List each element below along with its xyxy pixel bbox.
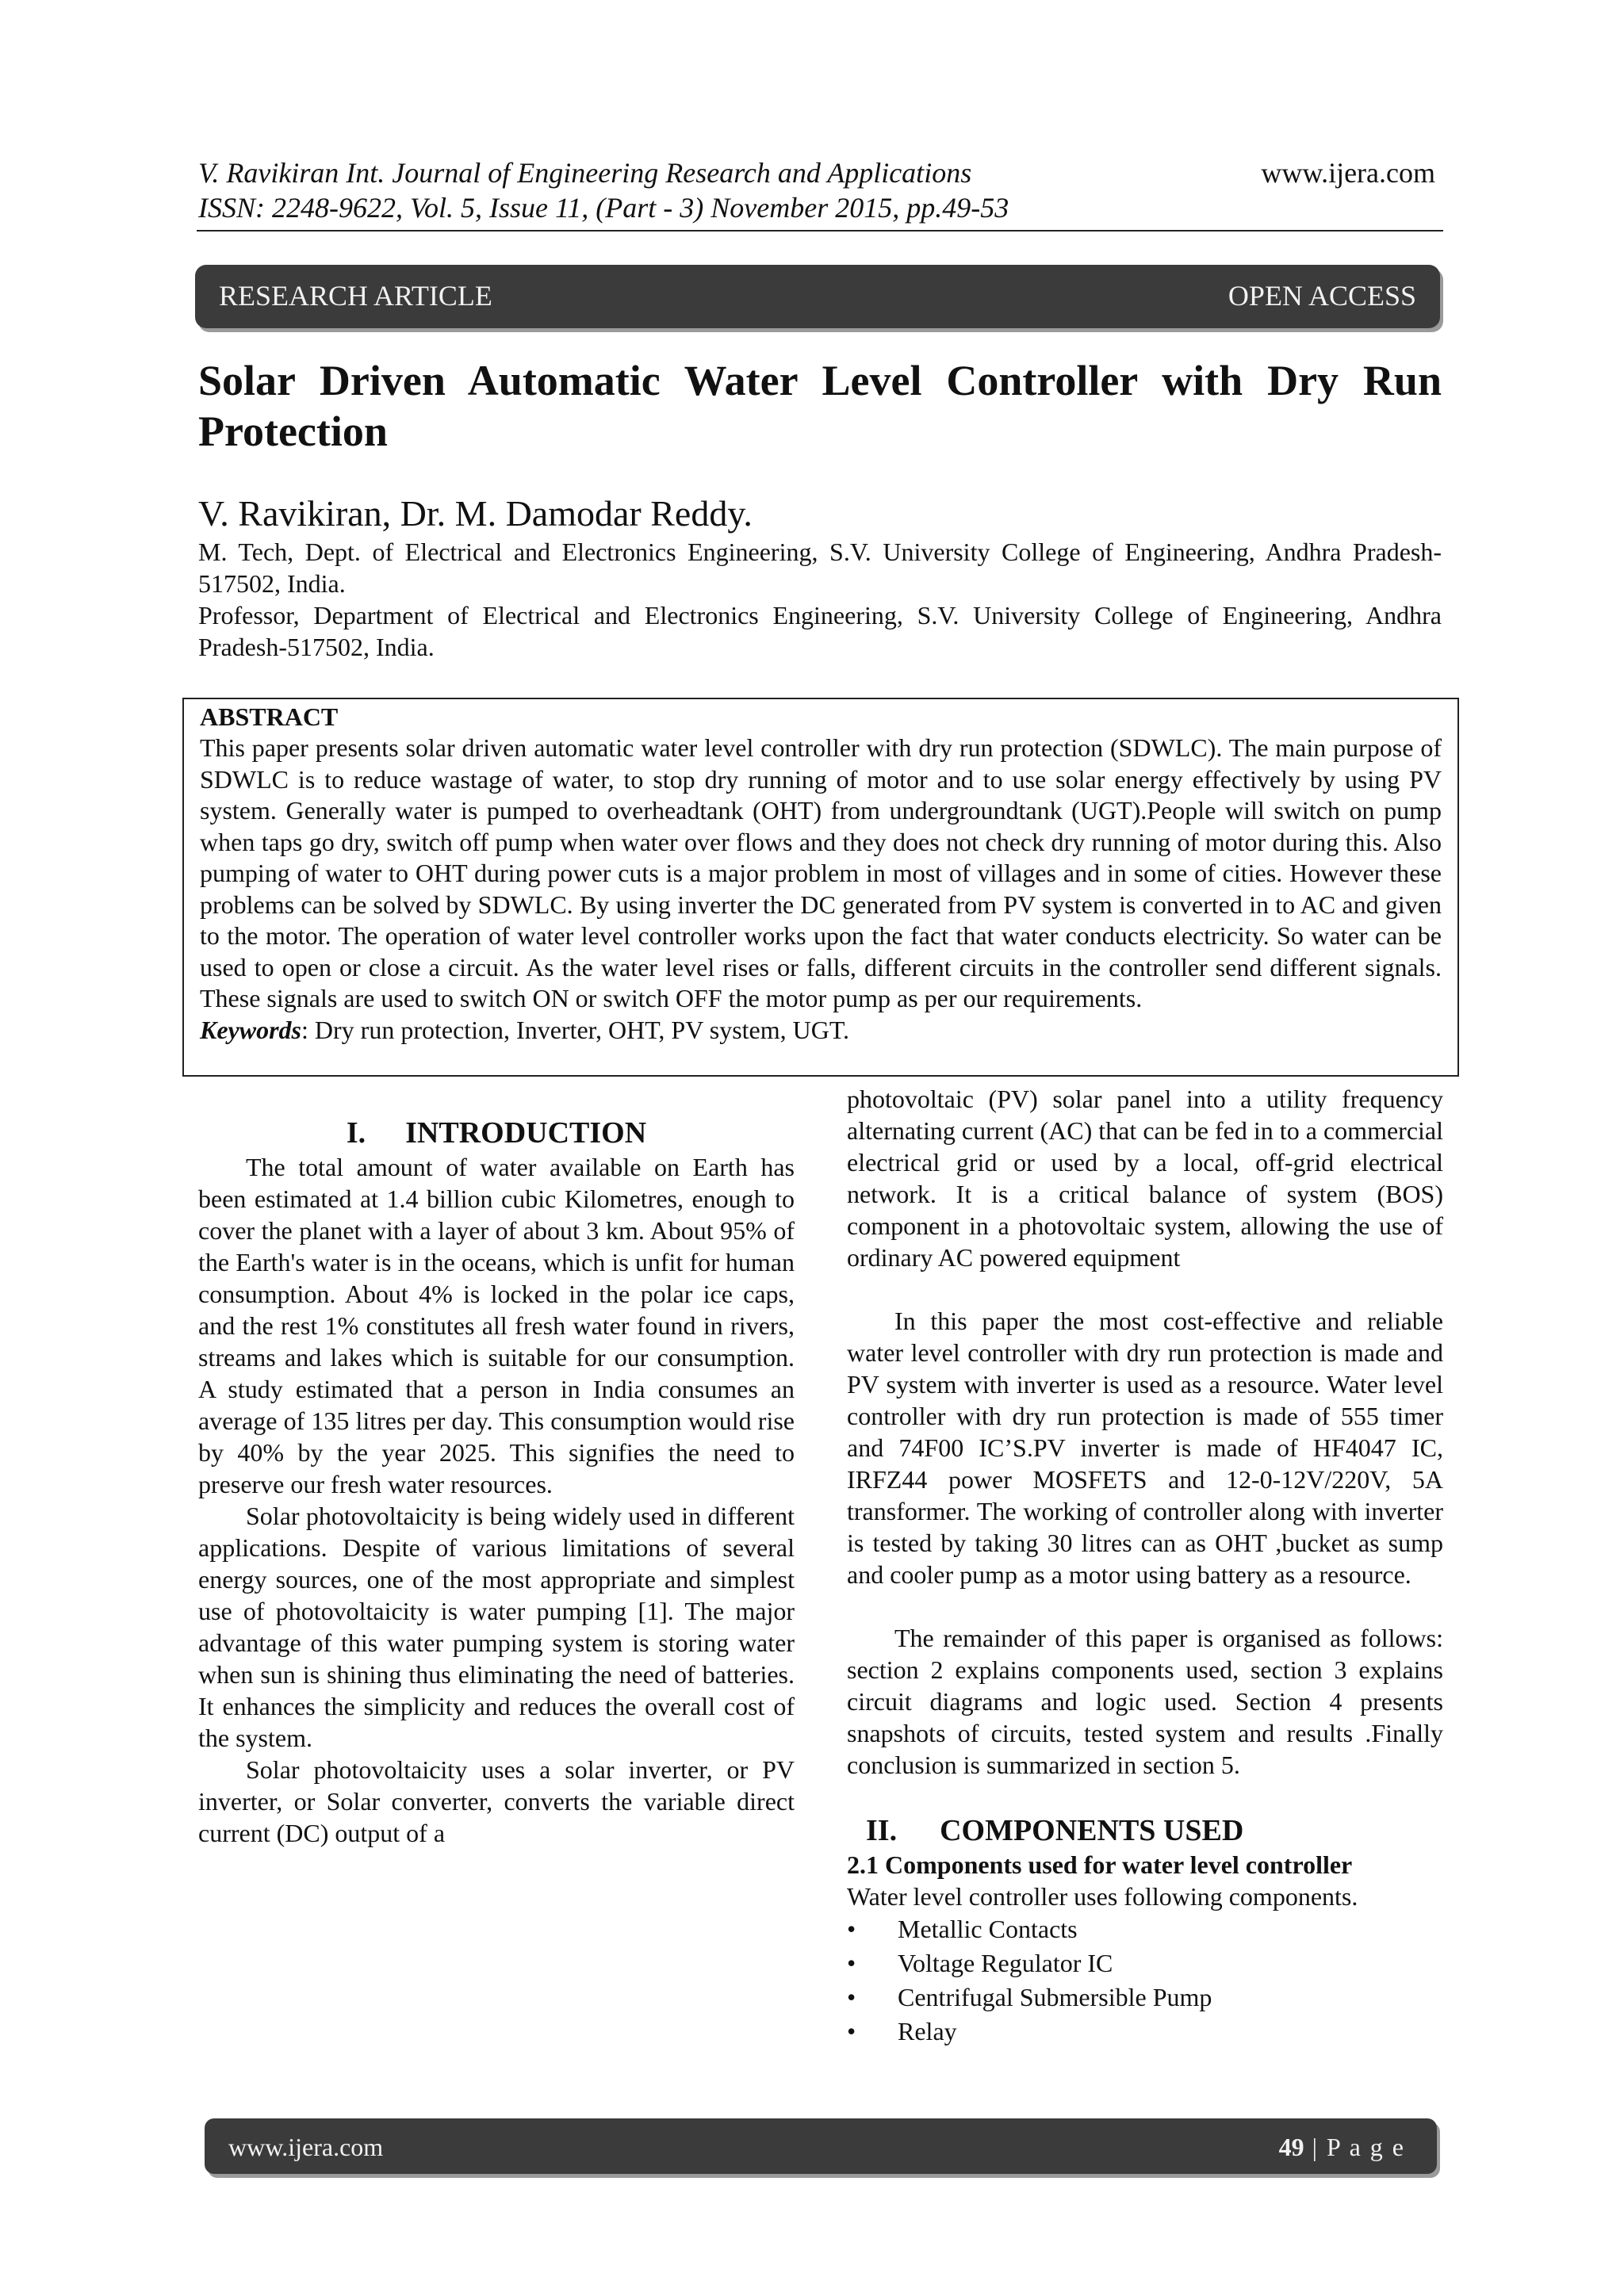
bullet-icon: •	[847, 1915, 856, 1943]
bullet-icon: •	[847, 1949, 856, 1977]
section-heading-components	[847, 1812, 1443, 1849]
list-item	[847, 1946, 1443, 1980]
journal-citation-line1: V. Ravikiran Int. Journal of Engineering Research and Applications	[198, 157, 972, 189]
bullet-icon: •	[847, 1983, 856, 2011]
list-item	[847, 2015, 1443, 2049]
intro-paragraph-5: The remainder of this paper is organised as follows: section 2 explains components used, section 3 explains circuit diagrams and logic used. Section 4 presents snapshots of circuits, tested system and results .Finally conclusion is summarized in section 5.	[847, 1624, 1443, 1779]
author-affiliation-2: Professor, Department of Electrical and Electronics Engineering, S.V. University College of Engineering, Andhra Pradesh-517502, India.	[198, 601, 1442, 661]
abstract-box	[182, 698, 1459, 1077]
page-number: 49	[1278, 2133, 1304, 2161]
intro-paragraph-3: Solar photovoltaicity uses a solar inverter, or PV inverter, or Solar converter, converts the variable direct current (DC) output of a	[198, 1755, 795, 1847]
page-footer	[205, 2118, 1437, 2174]
right-column	[847, 1083, 1443, 2049]
intro-paragraph-4: In this paper the most cost-effective and reliable water level controller with dry run protection is made and PV system with inverter is used as a resource. Water level controller with dry run protection is made of 555 timer and 74F00 IC’S.PV inverter is made of HF4047 IC, IRFZ44 power MOSFETS and 12-0-12V/220V, 5A transformer. The working of controller along with inverter is tested by taking 30 litres can as OHT ,bucket as sump and cooler pump as a motor using battery as a resource.	[847, 1307, 1443, 1589]
list-item	[847, 1912, 1443, 1946]
left-column	[198, 1115, 795, 1849]
footer-url[interactable]: www.ijera.com	[228, 2133, 384, 2161]
section-number: II.	[866, 1814, 898, 1847]
subsection-intro: Water level controller uses following components.	[847, 1882, 1358, 1911]
paragraph-gap	[847, 1781, 1443, 1812]
intro-paragraph-1: The total amount of water available on Earth has been estimated at 1.4 billion cubic Kilometres, enough to cover the planet with a layer of about 3 km. About 95% of the Earth's water is in the oceans, which is unfit for human consumption. About 4% is locked in the polar ice caps, and the rest 1% constitutes all fresh water found in rivers, streams and lakes which is suitable for our consumption. A study estimated that a person in India consumes an average of 135 litres per day. This consumption would rise by 40% by the year 2025. This signifies the need to preserve our fresh water resources.	[198, 1153, 795, 1498]
journal-citation-line2: ISSN: 2248-9622, Vol. 5, Issue 11, (Part - 3) November 2015, pp.49-53	[198, 192, 1009, 224]
keywords-label: Keywords	[200, 1015, 301, 1044]
intro-continued-paragraph: photovoltaic (PV) solar panel into a utility frequency alternating current (AC) that can be fed in to a commercial electrical grid or used by a local, off-grid electrical network. It is a critical balance of system (BOS) component in a photovoltaic system, allowing the use of ordinary AC powered equipment	[847, 1085, 1443, 1272]
intro-paragraph-2: Solar photovoltaicity is being widely used in different applications. Despite of various limitations of several energy sources, one of the most appropriate and simplest use of photovoltaicity is water pumping [1]. The major advantage of this water pumping system is storing water when sun is shining thus eliminating the need of batteries. It enhances the simplicity and reduces the overall cost of the system.	[198, 1502, 795, 1752]
list-item-label: Voltage Regulator IC	[898, 1949, 1113, 1977]
section-title: INTRODUCTION	[405, 1116, 647, 1150]
journal-url[interactable]: www.ijera.com	[1261, 157, 1435, 189]
subsection-heading-2-1: 2.1 Components used for water level controller	[847, 1850, 1353, 1879]
abstract-body: This paper presents solar driven automatic water level controller with dry run protection (SDWLC). The main purpose of SDWLC is to reduce wastage of water, to stop dry running of motor and to use solar energy effectively by using PV system. Generally water is pumped to overheadtank (OHT) from undergroundtank (UGT).People will switch on pump when taps go dry, switch off pump when water over flows and they does not check dry running of motor during this. Also pumping of water to OHT during power cuts is a major problem in most of villages and in some of cities. However these problems can be solved by SDWLC. By using inverter the DC generated from PV system is converted in to AC and given to the motor. The operation of water level controller works upon the fact that water conducts electricity. So water can be used to open or close a circuit. As the water level rises or falls, different circuits in the controller send different signals. These signals are used to switch ON or switch OFF the motor pump as per our requirements.	[200, 733, 1442, 1012]
section-title: COMPONENTS USED	[940, 1814, 1244, 1847]
paragraph-gap	[847, 1590, 1443, 1622]
section-heading-introduction	[198, 1115, 795, 1151]
paper-title: Solar Driven Automatic Water Level Controller with Dry Run Protection	[198, 357, 1442, 455]
components-list	[847, 1912, 1443, 2049]
bullet-icon: •	[847, 2017, 856, 2045]
research-article-label: RESEARCH ARTICLE	[219, 280, 492, 312]
section-number: I.	[346, 1116, 366, 1150]
list-item-label: Centrifugal Submersible Pump	[898, 1983, 1212, 2011]
page-number-label	[1279, 2133, 1405, 2162]
keywords-line	[200, 1015, 1442, 1047]
abstract-heading: ABSTRACT	[200, 702, 339, 731]
list-item-label: Relay	[898, 2017, 957, 2045]
page-suffix: | P a g e	[1304, 2133, 1405, 2161]
list-item-label: Metallic Contacts	[898, 1915, 1078, 1943]
author-affiliation-1: M. Tech, Dept. of Electrical and Electronics Engineering, S.V. University College of Engineering, Andhra Pradesh-517502, India.	[198, 538, 1442, 598]
paragraph-gap	[847, 1273, 1443, 1305]
list-item	[847, 1980, 1443, 2015]
keywords-list: : Dry run protection, Inverter, OHT, PV system, UGT.	[301, 1015, 850, 1044]
open-access-label: OPEN ACCESS	[1228, 280, 1416, 312]
header-divider	[197, 230, 1443, 232]
article-type-banner	[195, 265, 1440, 328]
paper-authors: V. Ravikiran, Dr. M. Damodar Reddy.	[198, 493, 753, 534]
